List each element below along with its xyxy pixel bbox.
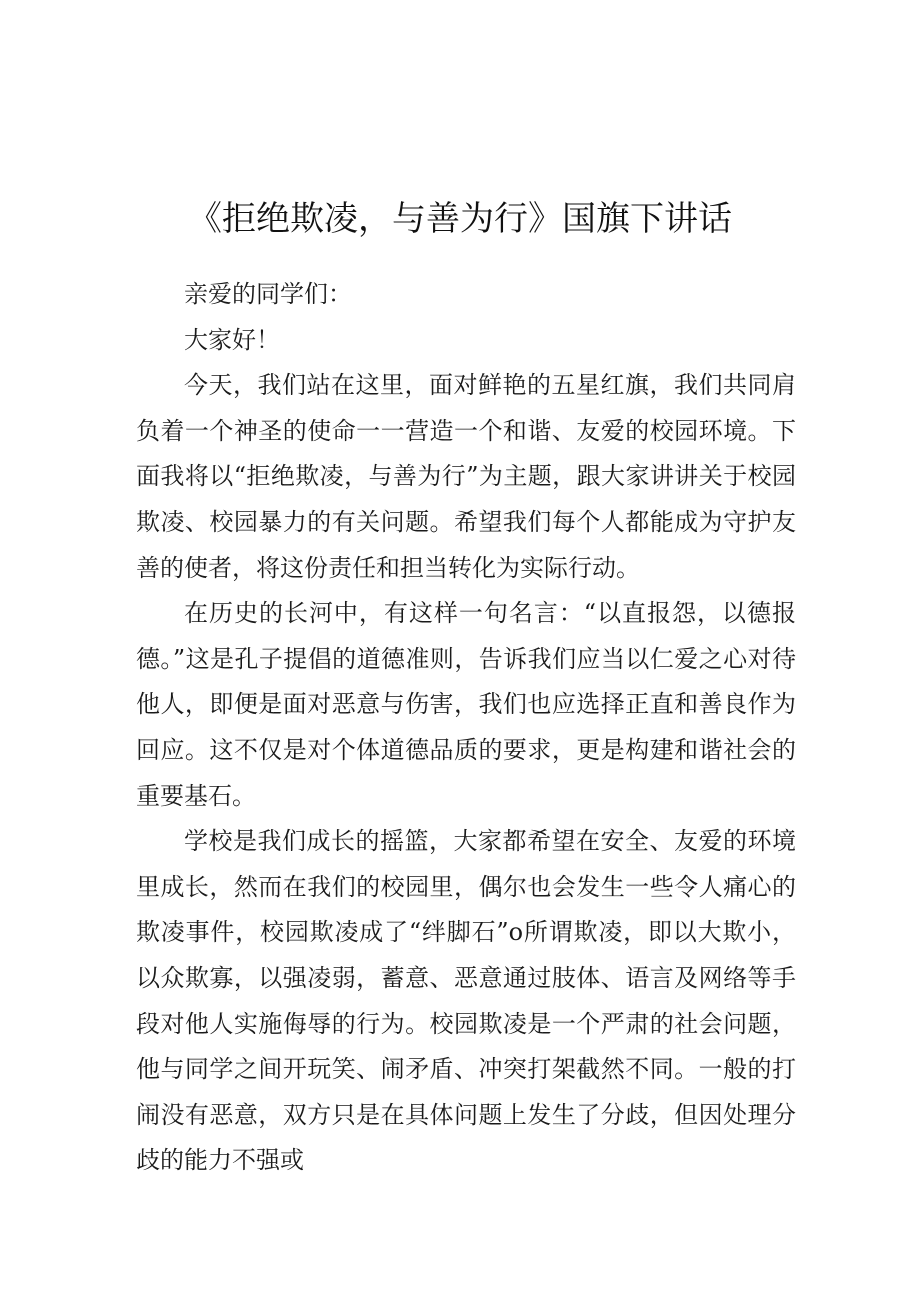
document-title: 《拒绝欺凌，与善为行》国旗下讲话 [188, 198, 732, 239]
document-body [136, 272, 796, 1184]
greeting-paragraph: 亲爱的同学们： [184, 280, 352, 308]
body-paragraph: 学校是我们成长的摇篮，大家都希望在安全、友爱的环境里成长，然而在我们的校园里，偶尔也会发生一些令人痛心的欺凌事件，校园欺凌成了“绊脚石”o所谓欺凌，即以大欺小，以众欺寡，以强凌弱，蓄意、恶意通过肢体、语言及网络等手段对他人实施侮辱的行为。校园欺凌是一个严肃的社会问题，他与同学之间开玩笑、闹矛盾、冲突打架截然不同。一般的打闹没有恶意，双方只是在具体问题上发生了分歧，但因处理分歧的能力不强或 [136, 827, 796, 1175]
salutation-paragraph: 大家好！ [184, 325, 280, 354]
body-paragraph: 今天，我们站在这里，面对鲜艳的五星红旗，我们共同肩负着一个神圣的使命一一营造一个和谐、友爱的校园环境。下面我将以“拒绝欺凌，与善为行”为主题，跟大家讲讲关于校园欺凌、校园暴力的有关问题。希望我们每个人都能成为守护友善的使者，将这份责任和担当转化为实际行动。 [136, 371, 796, 582]
body-paragraph: 在历史的长河中，有这样一句名言：“以直报怨，以德报德。”这是孔子提倡的道德准则，告诉我们应当以仁爱之心对待他人，即便是面对恶意与伤害，我们也应选择正直和善良作为回应。这不仅是对个体道德品质的要求，更是构建和谐社会的重要基石。 [136, 599, 796, 810]
